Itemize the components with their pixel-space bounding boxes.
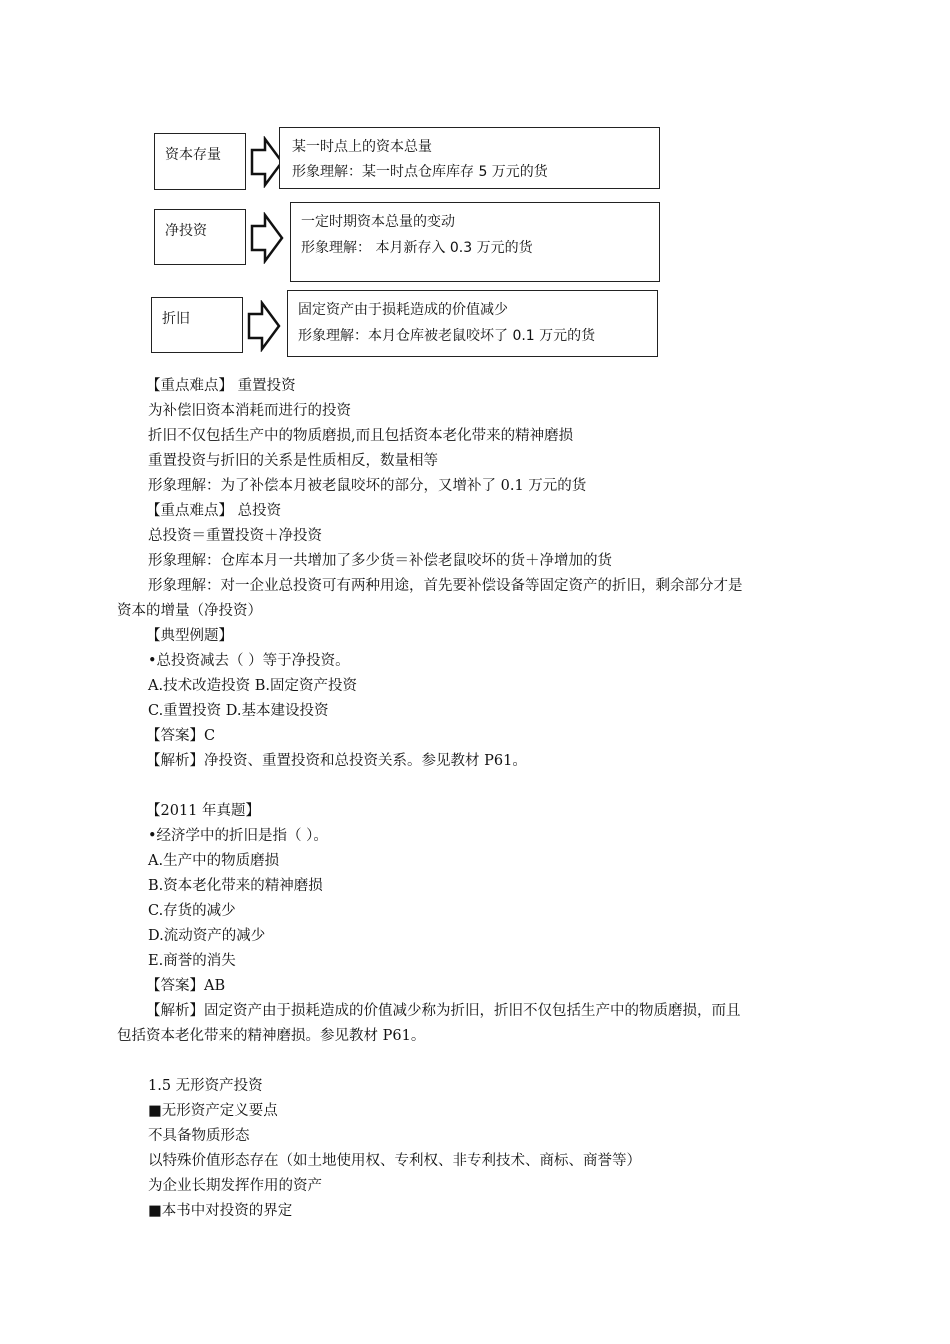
section-heading: 【典型例题】	[146, 628, 233, 644]
option-line: C.重置投资 D.基本建设投资	[148, 703, 329, 719]
question-line: •总投资减去（ ）等于净投资。	[148, 653, 350, 669]
diagram-label: 资本存量	[165, 147, 221, 163]
section-heading: 1.5 无形资产投资	[148, 1078, 263, 1094]
paragraph-line: 为企业长期发挥作用的资产	[148, 1178, 322, 1194]
paragraph-line: 形象理解：对一企业总投资可有两种用途，首先要补偿设备等固定资产的折旧，剩余部分才是	[148, 578, 743, 594]
analysis-line: 【解析】固定资产由于损耗造成的价值减少称为折旧，折旧不仅包括生产中的物质磨损，而且	[146, 1003, 741, 1019]
diagram-label-box-net-investment	[154, 209, 246, 265]
paragraph-line: 重置投资与折旧的关系是性质相反，数量相等	[148, 453, 438, 469]
section-heading: 【重点难点】 重置投资	[146, 378, 296, 394]
answer-line: 【答案】AB	[146, 978, 226, 994]
question-line: •经济学中的折旧是指（ ）。	[148, 828, 328, 844]
option-line: A.生产中的物质磨损	[148, 853, 280, 869]
diagram-label-box-capital-stock	[154, 133, 246, 190]
diagram-desc-box-capital-stock	[279, 127, 660, 189]
option-line: C.存货的减少	[148, 903, 236, 919]
diagram-label: 折旧	[162, 311, 190, 327]
diagram-label-box-depreciation	[151, 297, 243, 353]
diagram-desc-line: 形象理解： 本月新存入 0.3 万元的货	[301, 240, 533, 256]
diagram-desc-line: 某一时点上的资本总量	[292, 139, 432, 155]
section-heading: 【重点难点】 总投资	[146, 503, 282, 519]
diagram-desc-line: 一定时期资本总量的变动	[301, 214, 455, 230]
paragraph-line: 为补偿旧资本消耗而进行的投资	[148, 403, 351, 419]
paragraph-line: 形象理解：仓库本月一共增加了多少货＝补偿老鼠咬坏的货＋净增加的货	[148, 553, 612, 569]
diagram-desc-line: 固定资产由于损耗造成的价值减少	[298, 302, 508, 318]
option-line: B.资本老化带来的精神磨损	[148, 878, 323, 894]
option-line: A.技术改造投资 B.固定资产投资	[148, 678, 357, 694]
analysis-line: 包括资本老化带来的精神磨损。参见教材 P61。	[117, 1028, 426, 1044]
diagram-desc-box-depreciation	[287, 290, 658, 357]
option-line: D.流动资产的减少	[148, 928, 266, 944]
diagram-label: 净投资	[165, 223, 207, 239]
right-arrow-icon	[250, 212, 284, 264]
option-line: E.商誉的消失	[148, 953, 236, 969]
analysis-line: 【解析】净投资、重置投资和总投资关系。参见教材 P61。	[146, 753, 527, 769]
diagram-desc-line: 形象理解：某一时点仓库库存 5 万元的货	[292, 164, 548, 180]
bullet-heading: ■无形资产定义要点	[148, 1103, 278, 1119]
paragraph-line: 以特殊价值形态存在（如土地使用权、专利权、非专利技术、商标、商誉等）	[148, 1153, 641, 1169]
paragraph-line: 折旧不仅包括生产中的物质磨损,而且包括资本老化带来的精神磨损	[148, 428, 574, 444]
diagram-desc-line: 形象理解：本月仓库被老鼠咬坏了 0.1 万元的货	[298, 328, 596, 344]
paragraph-line: 不具备物质形态	[148, 1128, 250, 1144]
answer-line: 【答案】C	[146, 728, 216, 744]
diagram-desc-box-net-investment	[290, 202, 660, 282]
paragraph-line: 资本的增量（净投资）	[117, 603, 262, 619]
right-arrow-icon	[247, 300, 281, 352]
paragraph-line: 总投资＝重置投资＋净投资	[148, 528, 322, 544]
bullet-heading: ■本书中对投资的界定	[148, 1203, 293, 1219]
section-heading: 【2011 年真题】	[146, 803, 261, 819]
paragraph-line: 形象理解：为了补偿本月被老鼠咬坏的部分，又增补了 0.1 万元的货	[148, 478, 587, 494]
